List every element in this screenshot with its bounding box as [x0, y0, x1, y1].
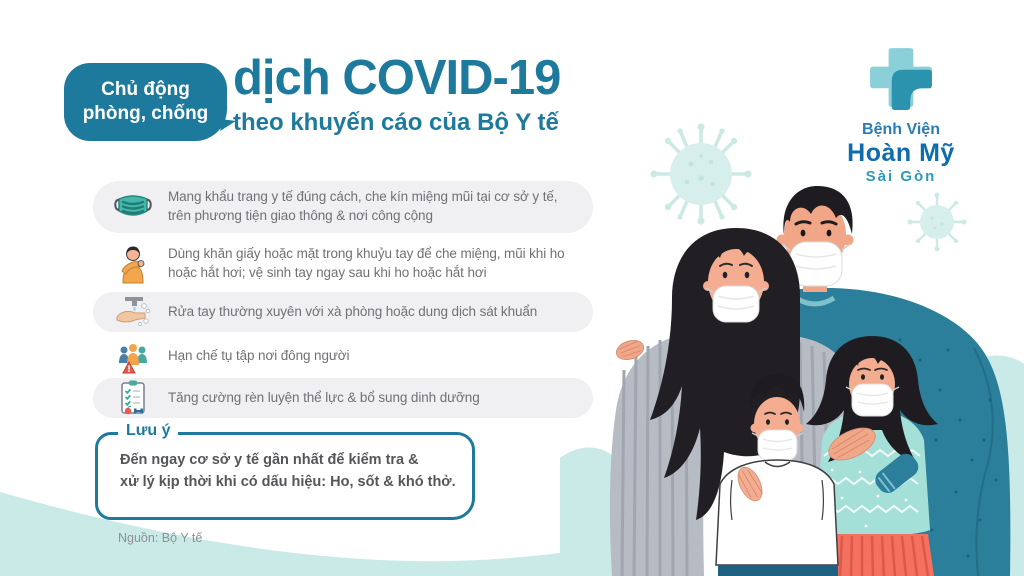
guideline-text: Dùng khăn giấy hoặc mặt trong khuỷu tay để che miệng, mũi khi ho hoặc hắt hơi; vệ sinh tay ngay sau khi ho hoặc hắt hơi	[168, 246, 565, 280]
source-attribution: Nguồn: Bộ Y tế	[118, 531, 203, 545]
logo-city-label: Sài Gòn	[865, 168, 937, 185]
note-line2: xử lý kịp thời khi có dấu hiệu: Ho, sốt & khó thở.	[120, 474, 456, 491]
hospital-logo	[830, 46, 972, 185]
campaign-badge	[64, 63, 227, 141]
cough-into-elbow-icon	[109, 241, 157, 287]
badge-line2: phòng, chống	[82, 103, 209, 124]
note-line1: Đến ngay cơ sở y tế gần nhất để kiểm tra &	[120, 452, 419, 468]
guideline-item-cough-etiquette	[93, 237, 593, 291]
badge-line1: Chủ động	[101, 79, 190, 101]
family-wearing-masks-illustration	[560, 140, 1024, 576]
guideline-item-exercise-nutrition	[93, 378, 593, 418]
note-label: Lưu ý	[118, 422, 178, 440]
mask-icon	[109, 184, 157, 230]
page-subtitle: theo khuyến cáo của Bộ Y tế	[233, 109, 559, 136]
guideline-item-avoid-crowds	[93, 335, 593, 378]
warning-note-box	[95, 422, 475, 520]
guideline-text: Hạn chế tụ tập nơi đông người	[168, 348, 350, 364]
medical-cross-icon	[868, 46, 934, 112]
guideline-item-mask	[93, 181, 593, 233]
logo-hospital-name: Hoàn Mỹ	[847, 139, 955, 167]
page-title: dịch COVID-19	[233, 51, 561, 105]
guideline-text: Tăng cường rèn luyện thể lực & bổ sung dinh dưỡng	[168, 389, 480, 405]
hand-wash-icon	[109, 289, 157, 335]
crowd-warning-icon	[109, 334, 157, 380]
guideline-item-hand-washing	[93, 292, 593, 332]
guideline-text: Rửa tay thường xuyên với xà phòng hoặc dung dịch sát khuẩn	[168, 303, 538, 319]
health-checklist-icon	[109, 375, 157, 421]
logo-hospital-label: Bệnh Viện	[862, 121, 940, 138]
guideline-text: Mang khẩu trang y tế đúng cách, che kín miệng mũi tại cơ sở y tế, trên phương tiện giao thông & nơi công cộng	[168, 189, 558, 223]
